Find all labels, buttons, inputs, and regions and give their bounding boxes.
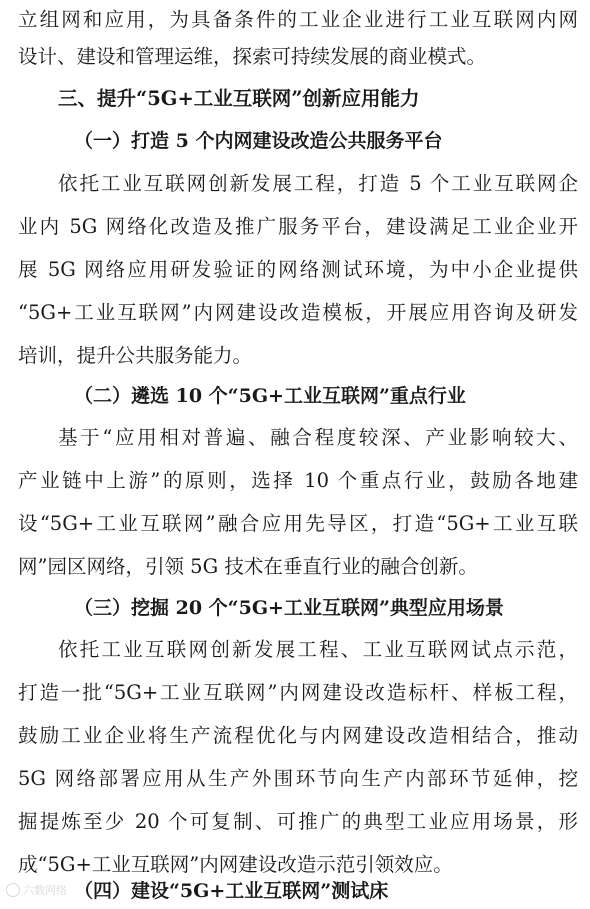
paragraph-line: 依托工业互联网创新发展工程，打造 5 个工业互联网企 [58, 172, 578, 195]
subsection-heading: （三）挖掘 20 个“5G+工业互联网”典型应用场景 [74, 597, 504, 619]
subsection-heading: （一）打造 5 个内网建设改造公共服务平台 [74, 130, 443, 152]
watermark-logo-icon [6, 883, 20, 897]
paragraph-line: “5G+工业互联网”内网建设改造模板，开展应用咨询及研发 [18, 301, 578, 324]
paragraph-line: 展 5G 网络应用研发验证的网络测试环境，为中小企业提供 [18, 258, 578, 281]
paragraph-line: 网”园区网络，引领 5G 技术在垂直行业的融合创新。 [18, 555, 478, 578]
section-heading: 三、提升“5G+工业互联网”创新应用能力 [58, 87, 420, 110]
paragraph-line: 基于“应用相对普遍、融合程度较深、产业影响较大、 [58, 426, 578, 449]
paragraph-line: 设“5G+工业互联网”融合应用先导区，打造“5G+工业互联 [18, 512, 578, 535]
paragraph-line: 打造一批“5G+工业互联网”内网建设改造标杆、样板工程， [18, 681, 578, 704]
subsection-heading: （二）遴选 10 个“5G+工业互联网”重点行业 [74, 385, 466, 407]
watermark-text: 六数网络 [23, 884, 67, 897]
paragraph-line: 掘提炼至少 20 个可复制、可推广的典型工业应用场景，形 [18, 810, 578, 833]
paragraph-line: 培训，提升公共服务能力。 [18, 344, 253, 367]
paragraph-line: 鼓励工业企业将生产流程优化与内网建设改造相结合，推动 [18, 724, 578, 747]
paragraph-line: 设计、建设和管理运维，探索可持续发展的商业模式。 [18, 45, 487, 68]
paragraph-line: 业内 5G 网络化改造及推广服务平台，建设满足工业企业开 [18, 215, 578, 238]
paragraph-line: 成“5G+工业互联网”内网建设改造示范引领效应。 [18, 853, 453, 876]
paragraph-line: 立组网和应用，为具备条件的工业企业进行工业互联网内网 [18, 8, 578, 31]
paragraph-line: 依托工业互联网创新发展工程、工业互联网试点示范， [58, 638, 578, 661]
paragraph-line: 产业链中上游”的原则，选择 10 个重点行业，鼓励各地建 [18, 469, 578, 492]
watermark [6, 882, 67, 898]
paragraph-line: 5G 网络部署应用从生产外围环节向生产内部环节延伸，挖 [18, 767, 578, 790]
subsection-heading: （四）建设“5G+工业互联网”测试床 [74, 880, 389, 902]
